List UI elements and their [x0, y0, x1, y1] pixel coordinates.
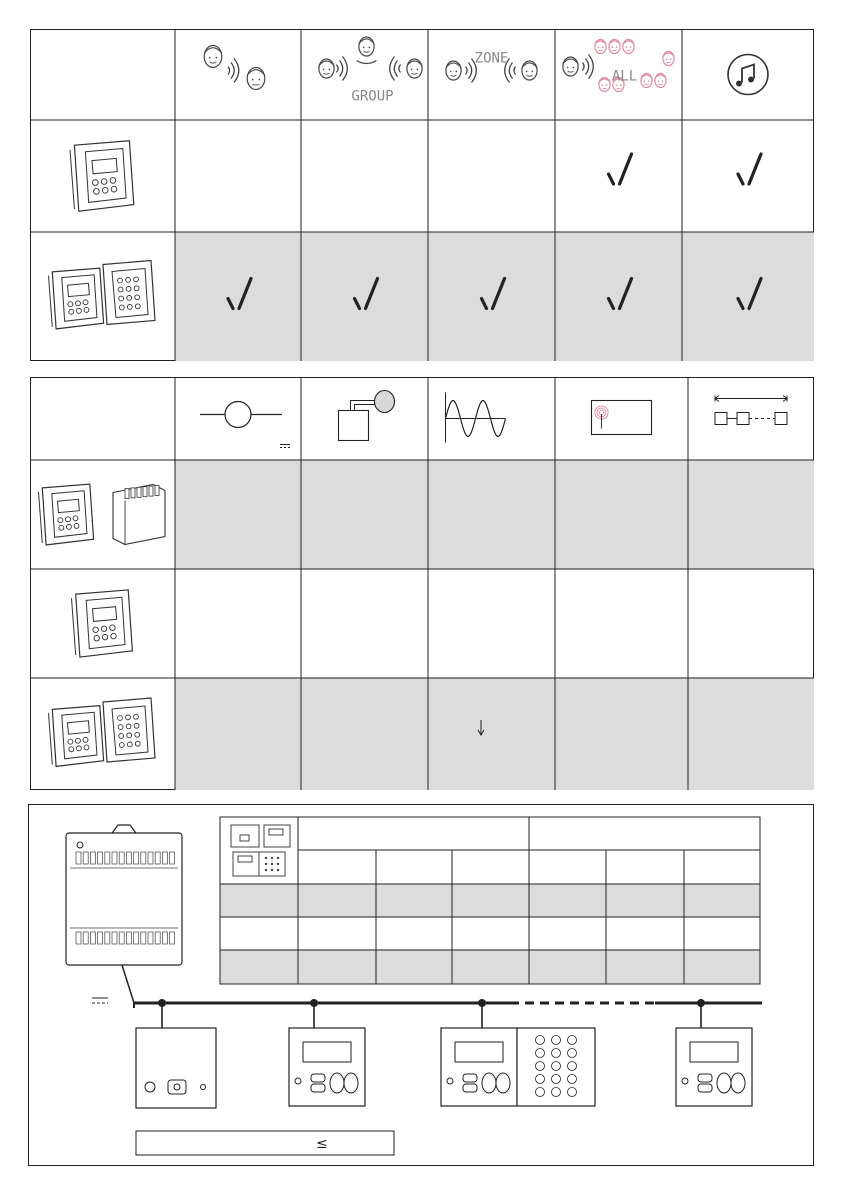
display-screen — [690, 1042, 738, 1062]
aux-input-module-icon — [136, 1028, 216, 1108]
terminal — [119, 852, 124, 864]
display-screen — [303, 1042, 351, 1062]
speaker-box — [339, 411, 369, 441]
check-mark-icon — [738, 154, 761, 184]
terminal — [170, 932, 175, 944]
note-head — [736, 81, 742, 87]
control-unit-icon — [289, 1028, 365, 1106]
sound-waves-icon — [228, 59, 239, 83]
ps-circle — [225, 402, 251, 428]
shaded-row — [175, 678, 814, 790]
terminal — [83, 852, 88, 864]
face-icon — [359, 37, 374, 56]
sound-waves-icon — [390, 57, 401, 81]
bus-node — [737, 413, 749, 425]
amplifier-with-power-supply-icon — [113, 485, 165, 545]
terminal — [170, 852, 175, 864]
shaded-row — [220, 950, 760, 984]
sound-waves-icon — [583, 55, 594, 79]
terminal — [162, 852, 167, 864]
shaded-row — [175, 232, 814, 361]
terminal — [90, 852, 95, 864]
mini-control-icon — [264, 825, 290, 847]
face-icon — [599, 78, 610, 92]
shaded-row — [175, 460, 814, 569]
power-supply-clip — [112, 825, 136, 833]
note-head — [748, 77, 754, 83]
mini-aux-icon — [231, 825, 259, 847]
terminal — [141, 932, 146, 944]
terminal — [126, 852, 131, 864]
bus-diagram-drawing — [66, 817, 762, 1155]
terminal — [119, 932, 124, 944]
header-label: ALL — [611, 68, 638, 85]
terminal — [148, 932, 153, 944]
supply-wire — [122, 965, 134, 1003]
terminal — [105, 932, 110, 944]
terminal — [90, 932, 95, 944]
face-icon — [446, 61, 461, 80]
terminal — [112, 852, 117, 864]
bus-node — [715, 413, 727, 425]
face-icon — [522, 61, 537, 80]
terminal — [98, 932, 103, 944]
terminal — [141, 852, 146, 864]
display-screen — [455, 1042, 503, 1062]
terminal — [155, 852, 160, 864]
face-icon — [655, 74, 666, 88]
face-icon — [204, 46, 222, 68]
terminal — [134, 852, 139, 864]
header-label: GROUP — [351, 88, 394, 105]
terminal — [148, 852, 153, 864]
double-module-device-icon — [103, 261, 155, 325]
double-module-device-icon — [103, 698, 155, 762]
face-icon — [641, 74, 652, 88]
face-icon — [663, 52, 674, 66]
face-icon — [407, 59, 422, 78]
face-icon — [609, 40, 620, 54]
terminal — [155, 932, 160, 944]
single-module-device-icon — [70, 141, 134, 211]
face-icon — [563, 57, 578, 76]
face-icon — [247, 68, 265, 90]
face-icon — [623, 40, 634, 54]
single-module-device-icon — [72, 590, 133, 657]
terminal — [105, 852, 110, 864]
cable-length-box — [136, 1131, 394, 1155]
check-mark-icon — [609, 154, 632, 184]
keypad-module — [517, 1028, 595, 1106]
face-icon — [319, 59, 334, 78]
sound-waves-icon — [337, 57, 348, 81]
terminal — [76, 932, 81, 944]
aux-module-icon — [39, 484, 94, 545]
terminal — [134, 932, 139, 944]
speaker-cone — [375, 391, 395, 413]
shaded-row — [220, 884, 760, 917]
face-icon — [595, 40, 606, 54]
wave-arc — [357, 61, 377, 64]
double-left-module-icon — [49, 706, 104, 767]
header-label: ZONE — [474, 50, 509, 67]
less-equal-symbol: ≤ — [316, 1136, 328, 1152]
terminal — [112, 932, 117, 944]
double-left-module-icon — [49, 268, 104, 329]
control-unit-icon — [676, 1028, 752, 1106]
terminal — [76, 852, 81, 864]
terminal — [83, 932, 88, 944]
note-circle — [728, 55, 768, 95]
terminal — [126, 932, 131, 944]
terminal — [98, 852, 103, 864]
terminal — [162, 932, 167, 944]
control-unit-with-keypad-icon — [441, 1028, 517, 1106]
bus-node — [775, 413, 787, 425]
